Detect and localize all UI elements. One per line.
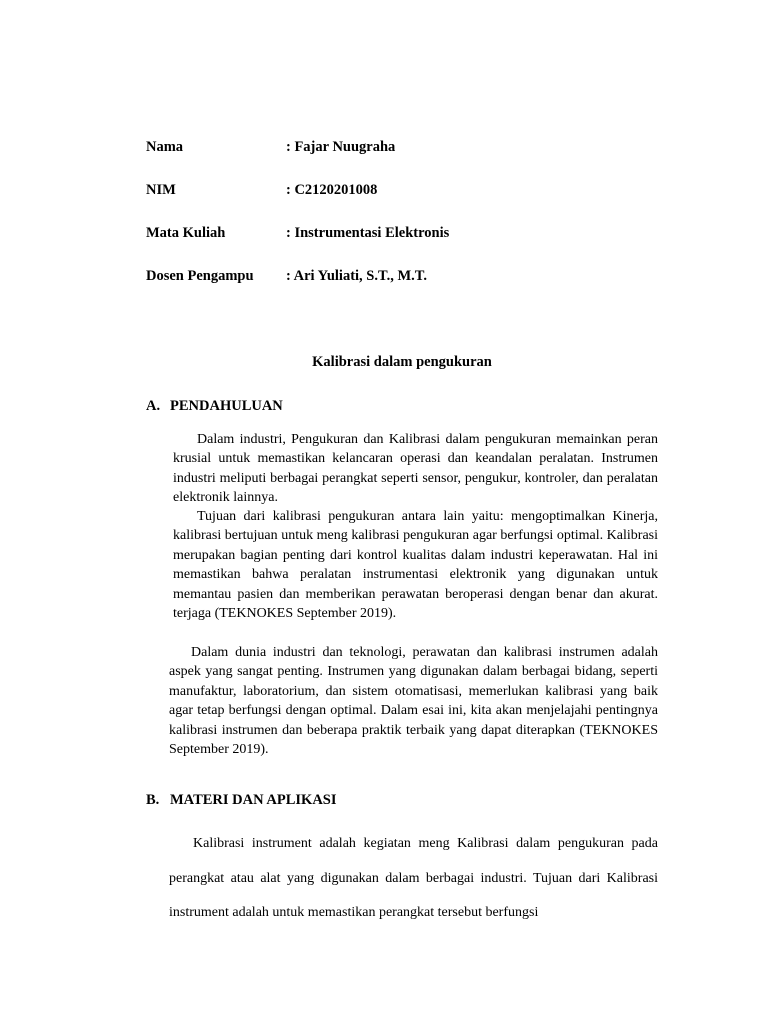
identity-value-mata-kuliah: : Instrumentasi Elektronis [286, 225, 450, 241]
document-title: Kalibrasi dalam pengukuran [312, 354, 492, 370]
identity-value-nim: : C2120201008 [286, 182, 378, 198]
identity-label-nim: NIM [146, 182, 176, 198]
section-a-paragraph-1: Dalam industri, Pengukuran dan Kalibrasi dalam pengukuran memainkan peran krusial untuk memastikan kelancaran operasi dan keandalan peralatan. Instrumen industri meliputi berbagai perangkat seperti sensor, pengukur, kontroler, dan peralatan elektronik lainnya. [173, 432, 658, 506]
identity-label-nama: Nama [146, 139, 184, 155]
identity-label-mata-kuliah: Mata Kuliah [146, 225, 226, 241]
section-a-paragraph-2: Tujuan dari kalibrasi pengukuran antara lain yaitu: mengoptimalkan Kinerja, kalibrasi bertujuan untuk meng kalibrasi pengukuran agar berfungsi optimal. Kalibrasi merupakan bagian penting dari kontrol kualitas dalam industri keperawatan. Hal ini memastikan bahwa peralatan instrumentasi elektronik yang digunakan untuk memantau pasien dan memberikan perawatan beroperasi dengan benar dan akurat. terjaga (TEKNOKES September 2019). [173, 509, 658, 622]
section-a-paragraph-3: Dalam dunia industri dan teknologi, perawatan dan kalibrasi instrumen adalah aspek yang sangat penting. Instrumen yang digunakan dalam berbagai bidang, seperti manufaktur, laboratorium, dan sistem otomatisasi, memerlukan kalibrasi yang baik agar tetap berfungsi dengan optimal. Dalam esai ini, kita akan menjelajahi pentingnya kalibrasi instrumen dan beberapa praktik terbaik yang dapat diterapkan (TEKNOKES September 2019). [169, 645, 658, 758]
section-b-letter: B. [146, 792, 160, 808]
section-b-paragraph: Kalibrasi instrument adalah kegiatan meng Kalibrasi dalam pengukuran pada perangkat atau alat yang digunakan dalam berbagai industri. Tujuan dari Kalibrasi instrument adalah untuk memastikan perangkat tersebut berfungsi [169, 836, 658, 921]
section-a-letter: A. [146, 398, 161, 414]
identity-value-dosen: : Ari Yuliati, S.T., M.T. [286, 268, 427, 284]
section-a-title: PENDAHULUAN [170, 398, 283, 414]
section-b-title: MATERI DAN APLIKASI [170, 792, 337, 808]
identity-label-dosen: Dosen Pengampu [146, 268, 254, 284]
identity-value-nama: : Fajar Nuugraha [286, 139, 396, 155]
